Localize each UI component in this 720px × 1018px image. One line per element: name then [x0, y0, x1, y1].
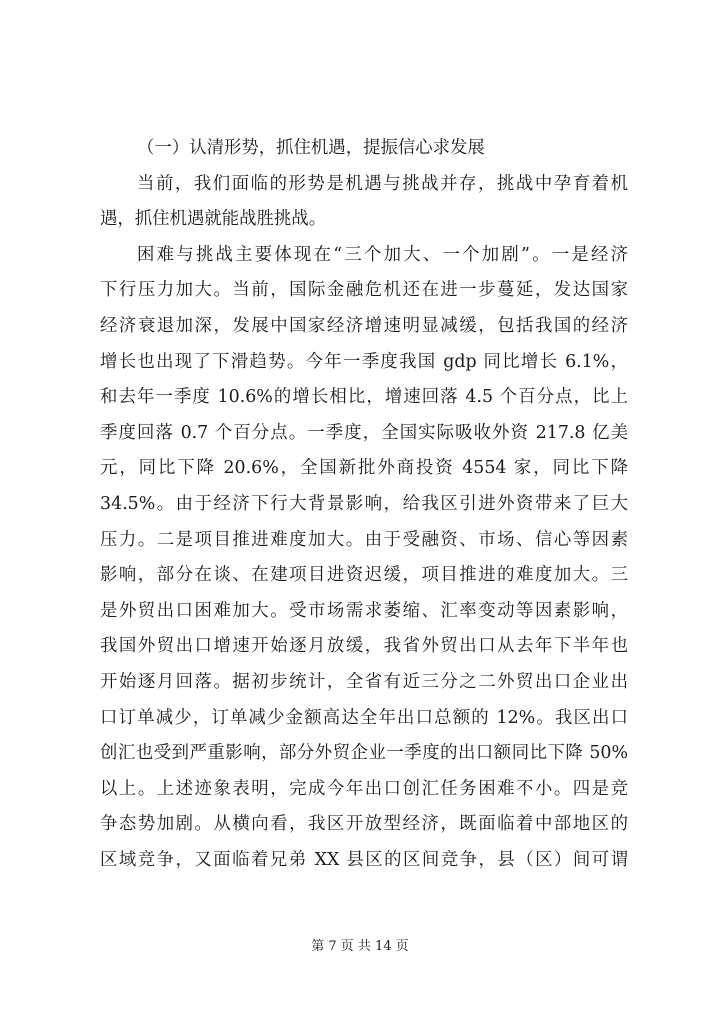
paragraph2-line-17: 争态势加剧。从横向看，我区开放型经济，既面临着中部地区的 — [100, 814, 628, 835]
document-body — [100, 131, 628, 878]
paragraph2-line-11: 是外贸出口困难加大。受市场需求萎缩、汇率变动等因素影响， — [100, 600, 628, 621]
paragraph2-line-16: 以上。上述迹象表明，完成今年出口创汇任务困难不小。四是竞 — [100, 778, 628, 799]
paragraph2-line-3: 经济衰退加深，发展中国家经济增速明显减缓，包括我国的经济 — [100, 315, 628, 336]
paragraph2-line-4: 增长也出现了下滑趋势。今年一季度我国 gdp 同比增长 6.1%， — [100, 351, 628, 372]
page-number-footer: 第 7 页 共 14 页 — [311, 939, 409, 954]
paragraph2-line-9: 压力。二是项目推进难度加大。由于受融资、市场、信心等因素 — [100, 529, 628, 550]
paragraph2-line-1: 困难与挑战主要体现在“三个加大、一个加剧”。一是经济 — [137, 244, 628, 265]
paragraph1-line-1: 当前，我们面临的形势是机遇与挑战并存，挑战中孕育着机 — [137, 173, 628, 194]
paragraph2-line-18: 区域竞争，又面临着兄弟 XX 县区的区间竞争，县（区）间可谓 — [100, 849, 628, 870]
section-heading: （一）认清形势，抓住机遇，提振信心求发展 — [137, 138, 485, 158]
paragraph2-line-6: 季度回落 0.7 个百分点。一季度，全国实际吸收外资 217.8 亿美 — [100, 422, 628, 443]
paragraph2-line-7: 元，同比下降 20.6%，全国新批外商投资 4554 家，同比下降 — [100, 458, 628, 479]
paragraph2-line-14: 口订单减少，订单减少金额高达全年出口总额的 12%。我区出口 — [100, 707, 628, 728]
paragraph1-line-2: 遇，抓住机遇就能战胜挑战。 — [100, 209, 327, 230]
paragraph2-line-2: 下行压力加大。当前，国际金融危机还在进一步蔓延，发达国家 — [100, 280, 628, 301]
paragraph2-line-15: 创汇也受到严重影响，部分外贸企业一季度的出口额同比下降 50% — [100, 743, 628, 764]
paragraph2-line-8: 34.5%。由于经济下行大背景影响，给我区引进外资带来了巨大 — [100, 493, 628, 514]
paragraph2-line-5: 和去年一季度 10.6%的增长相比，增速回落 4.5 个百分点，比上 — [100, 387, 628, 408]
paragraph2-line-12: 我国外贸出口增速开始逐月放缓，我省外贸出口从去年下半年也 — [100, 636, 628, 657]
paragraph2-line-10: 影响，部分在谈、在建项目进资迟缓，项目推进的难度加大。三 — [100, 565, 628, 586]
paragraph2-line-13: 开始逐月回落。据初步统计，全省有近三分之二外贸出口企业出 — [100, 671, 628, 692]
